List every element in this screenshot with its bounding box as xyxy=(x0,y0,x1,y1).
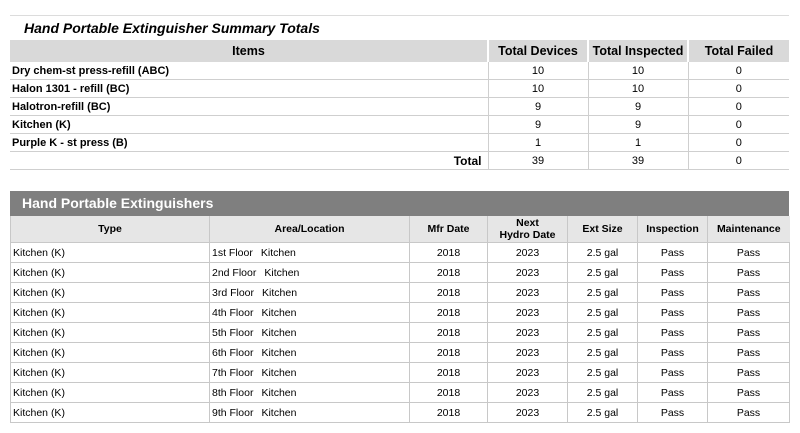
summary-item: Halon 1301 - refill (BC) xyxy=(10,80,488,98)
cell-maintenance: Pass xyxy=(708,303,790,323)
cell-location xyxy=(210,263,410,283)
cell-maintenance: Pass xyxy=(708,343,790,363)
summary-row xyxy=(10,62,789,80)
summary-item: Dry chem-st press-refill (ABC) xyxy=(10,62,488,80)
extinguishers-header-row xyxy=(11,216,790,243)
cell-floor: 3rd Floor xyxy=(212,286,255,299)
cell-maintenance: Pass xyxy=(708,263,790,283)
cell-hydro-date: 2023 xyxy=(488,383,568,403)
cell-inspection: Pass xyxy=(638,263,708,283)
summary-failed: 0 xyxy=(688,80,789,98)
cell-hydro-date: 2023 xyxy=(488,283,568,303)
header-area-location: Area/Location xyxy=(210,216,410,243)
cell-area: Kitchen xyxy=(261,306,297,319)
cell-type: Kitchen (K) xyxy=(11,303,210,323)
summary-row xyxy=(10,98,789,116)
table-row xyxy=(11,383,790,403)
cell-area: Kitchen xyxy=(261,386,297,399)
summary-header-total-devices: Total Devices xyxy=(488,40,588,62)
cell-floor: 8th Floor xyxy=(212,386,254,399)
cell-mfr-date: 2018 xyxy=(410,243,488,263)
cell-floor: 2nd Floor xyxy=(212,266,257,279)
cell-type: Kitchen (K) xyxy=(11,283,210,303)
summary-devices: 9 xyxy=(488,116,588,134)
summary-total-devices: 39 xyxy=(488,152,588,170)
cell-area: Kitchen xyxy=(260,246,296,259)
cell-ext-size: 2.5 gal xyxy=(568,323,638,343)
cell-ext-size: 2.5 gal xyxy=(568,343,638,363)
summary-devices: 10 xyxy=(488,80,588,98)
cell-floor: 1st Floor xyxy=(212,246,253,259)
cell-location xyxy=(210,323,410,343)
cell-location xyxy=(210,303,410,323)
cell-location xyxy=(210,383,410,403)
cell-area: Kitchen xyxy=(261,346,297,359)
cell-mfr-date: 2018 xyxy=(410,363,488,383)
cell-inspection: Pass xyxy=(638,283,708,303)
cell-inspection: Pass xyxy=(638,403,708,423)
table-row xyxy=(11,243,790,263)
cell-hydro-date: 2023 xyxy=(488,343,568,363)
summary-inspected: 9 xyxy=(588,116,688,134)
table-row xyxy=(11,303,790,323)
cell-inspection: Pass xyxy=(638,243,708,263)
summary-row xyxy=(10,80,789,98)
cell-floor: 9th Floor xyxy=(212,406,254,419)
summary-inspected: 10 xyxy=(588,62,688,80)
cell-inspection: Pass xyxy=(638,343,708,363)
cell-ext-size: 2.5 gal xyxy=(568,363,638,383)
summary-failed: 0 xyxy=(688,62,789,80)
header-ext-size: Ext Size xyxy=(568,216,638,243)
cell-mfr-date: 2018 xyxy=(410,283,488,303)
cell-ext-size: 2.5 gal xyxy=(568,283,638,303)
summary-failed: 0 xyxy=(688,98,789,116)
cell-location xyxy=(210,343,410,363)
cell-ext-size: 2.5 gal xyxy=(568,243,638,263)
summary-total-label: Total xyxy=(10,152,488,170)
cell-maintenance: Pass xyxy=(708,243,790,263)
summary-table xyxy=(10,40,789,170)
cell-inspection: Pass xyxy=(638,303,708,323)
cell-type: Kitchen (K) xyxy=(11,363,210,383)
summary-header-items: Items xyxy=(10,40,488,62)
extinguishers-table xyxy=(10,216,790,423)
table-row xyxy=(11,343,790,363)
cell-ext-size: 2.5 gal xyxy=(568,383,638,403)
summary-item: Halotron-refill (BC) xyxy=(10,98,488,116)
cell-location xyxy=(210,243,410,263)
summary-item: Purple K - st press (B) xyxy=(10,134,488,152)
cell-floor: 4th Floor xyxy=(212,306,254,319)
cell-hydro-date: 2023 xyxy=(488,243,568,263)
cell-hydro-date: 2023 xyxy=(488,263,568,283)
cell-hydro-date: 2023 xyxy=(488,323,568,343)
header-mfr-date: Mfr Date xyxy=(410,216,488,243)
summary-devices: 10 xyxy=(488,62,588,80)
extinguishers-section xyxy=(10,191,789,423)
extinguishers-title: Hand Portable Extinguishers xyxy=(10,191,789,216)
cell-type: Kitchen (K) xyxy=(11,323,210,343)
cell-ext-size: 2.5 gal xyxy=(568,263,638,283)
header-inspection: Inspection xyxy=(638,216,708,243)
cell-area: Kitchen xyxy=(261,326,297,339)
summary-failed: 0 xyxy=(688,134,789,152)
cell-floor: 5th Floor xyxy=(212,326,254,339)
cell-mfr-date: 2018 xyxy=(410,263,488,283)
table-row xyxy=(11,283,790,303)
summary-row xyxy=(10,116,789,134)
summary-total-inspected: 39 xyxy=(588,152,688,170)
table-row xyxy=(11,363,790,383)
cell-area: Kitchen xyxy=(262,286,298,299)
summary-title: Hand Portable Extinguisher Summary Totals xyxy=(10,15,789,40)
header-type: Type xyxy=(11,216,210,243)
summary-row xyxy=(10,134,789,152)
table-row xyxy=(11,263,790,283)
cell-maintenance: Pass xyxy=(708,323,790,343)
summary-inspected: 10 xyxy=(588,80,688,98)
summary-total-row xyxy=(10,152,789,170)
cell-hydro-date: 2023 xyxy=(488,403,568,423)
cell-type: Kitchen (K) xyxy=(11,263,210,283)
cell-type: Kitchen (K) xyxy=(11,383,210,403)
summary-item: Kitchen (K) xyxy=(10,116,488,134)
summary-header-row xyxy=(10,40,789,62)
cell-location xyxy=(210,283,410,303)
cell-ext-size: 2.5 gal xyxy=(568,403,638,423)
cell-mfr-date: 2018 xyxy=(410,403,488,423)
cell-maintenance: Pass xyxy=(708,363,790,383)
header-next-hydro-date xyxy=(488,216,568,243)
summary-total-failed: 0 xyxy=(688,152,789,170)
header-maintenance: Maintenance xyxy=(708,216,790,243)
cell-maintenance: Pass xyxy=(708,283,790,303)
cell-floor: 7th Floor xyxy=(212,366,254,379)
table-row xyxy=(11,323,790,343)
summary-devices: 1 xyxy=(488,134,588,152)
cell-floor: 6th Floor xyxy=(212,346,254,359)
cell-type: Kitchen (K) xyxy=(11,343,210,363)
header-hydro-line2: Hydro Date xyxy=(499,229,556,241)
summary-section xyxy=(10,15,789,170)
cell-maintenance: Pass xyxy=(708,383,790,403)
cell-hydro-date: 2023 xyxy=(488,363,568,383)
cell-location xyxy=(210,363,410,383)
cell-area: Kitchen xyxy=(261,366,297,379)
cell-location xyxy=(210,403,410,423)
table-row xyxy=(11,403,790,423)
summary-inspected: 1 xyxy=(588,134,688,152)
cell-mfr-date: 2018 xyxy=(410,343,488,363)
cell-inspection: Pass xyxy=(638,383,708,403)
cell-mfr-date: 2018 xyxy=(410,323,488,343)
cell-inspection: Pass xyxy=(638,323,708,343)
summary-failed: 0 xyxy=(688,116,789,134)
header-hydro-line1: Next xyxy=(516,217,539,229)
summary-devices: 9 xyxy=(488,98,588,116)
cell-ext-size: 2.5 gal xyxy=(568,303,638,323)
summary-header-total-inspected: Total Inspected xyxy=(588,40,688,62)
cell-type: Kitchen (K) xyxy=(11,403,210,423)
cell-hydro-date: 2023 xyxy=(488,303,568,323)
cell-inspection: Pass xyxy=(638,363,708,383)
summary-header-total-failed: Total Failed xyxy=(688,40,789,62)
cell-mfr-date: 2018 xyxy=(410,383,488,403)
cell-maintenance: Pass xyxy=(708,403,790,423)
summary-inspected: 9 xyxy=(588,98,688,116)
cell-mfr-date: 2018 xyxy=(410,303,488,323)
cell-type: Kitchen (K) xyxy=(11,243,210,263)
cell-area: Kitchen xyxy=(264,266,300,279)
cell-area: Kitchen xyxy=(261,406,297,419)
